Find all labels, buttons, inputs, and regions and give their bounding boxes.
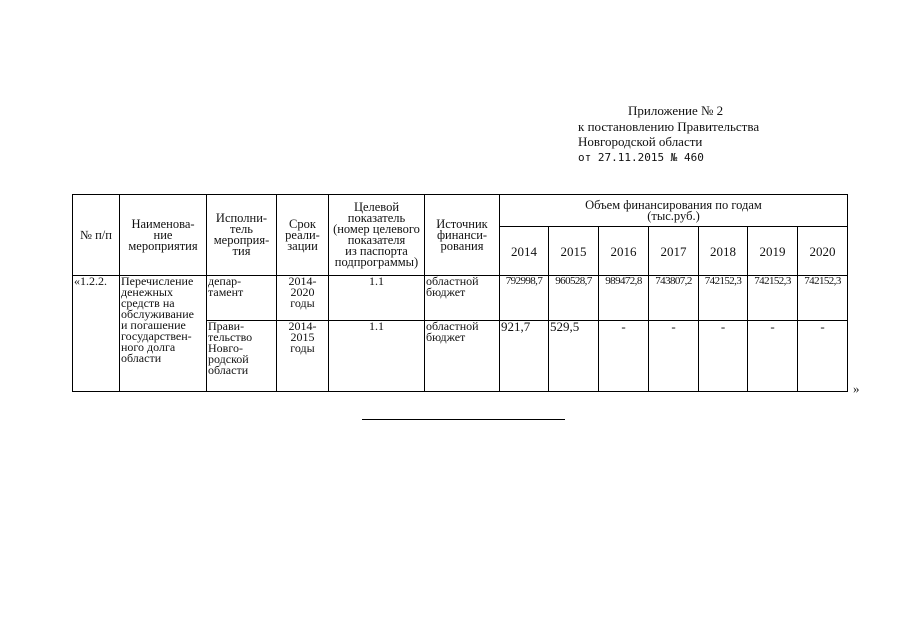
header-year: 2014 (500, 227, 549, 276)
row-value: 989472,8 (599, 276, 649, 321)
row-value: 792998,7 (500, 276, 549, 321)
appendix-header (578, 103, 759, 165)
appendix-reference: к постановлению Правительства (578, 118, 760, 134)
header-row-1 (73, 195, 848, 227)
closing-quote: » (853, 381, 860, 396)
funding-table (72, 194, 848, 392)
header-year: 2018 (699, 227, 748, 276)
row-indicator: 1.1 (329, 276, 425, 321)
row-value: 960528,7 (549, 276, 599, 321)
row-indicator: 1.1 (329, 321, 425, 392)
header-indicator: Целевой показатель (номер целевого показателя из паспорта подпрограммы) (329, 195, 425, 276)
row-source: областной бюджет (425, 321, 500, 392)
row-executor: Прави- тельство Новго- родской области (207, 321, 277, 392)
header-year: 2019 (748, 227, 798, 276)
end-divider (362, 419, 565, 420)
header-source: Источник финанси- рования (425, 195, 500, 276)
row-value: 743807,2 (649, 276, 699, 321)
row-value: 742152,3 (798, 276, 848, 321)
row-term: 2014- 2015 годы (277, 321, 329, 392)
table-row (73, 276, 848, 321)
row-source: областной бюджет (425, 276, 500, 321)
appendix-date: от 27.11.2015 № 460 (578, 150, 704, 164)
header-year: 2016 (599, 227, 649, 276)
row-activity-name: Перечисление денежных средств на обслуживание и погашение государствен- ного долга области (120, 276, 207, 392)
row-value: - (798, 321, 848, 392)
header-executor: Исполни- тель мероприя- тия (207, 195, 277, 276)
appendix-title: Приложение № 2 (628, 103, 724, 118)
header-year: 2015 (549, 227, 599, 276)
header-funding: Объем финансирования по годам (тыс.руб.) (500, 195, 848, 227)
header-year: 2017 (649, 227, 699, 276)
row-term: 2014- 2020 годы (277, 276, 329, 321)
row-number: «1.2.2. (73, 276, 120, 392)
appendix-region: Новгородской области (578, 134, 703, 149)
row-value: - (699, 321, 748, 392)
row-value: 742152,3 (748, 276, 798, 321)
header-term: Срок реали- зации (277, 195, 329, 276)
row-value: - (748, 321, 798, 392)
header-name: Наименова- ние мероприятия (120, 195, 207, 276)
row-value: 529,5 (549, 321, 599, 392)
row-value: 921,7 (500, 321, 549, 392)
header-num: № п/п (73, 195, 120, 276)
row-value: 742152,3 (699, 276, 748, 321)
row-value: - (599, 321, 649, 392)
row-value: - (649, 321, 699, 392)
header-year: 2020 (798, 227, 848, 276)
row-executor: депар- тамент (207, 276, 277, 321)
